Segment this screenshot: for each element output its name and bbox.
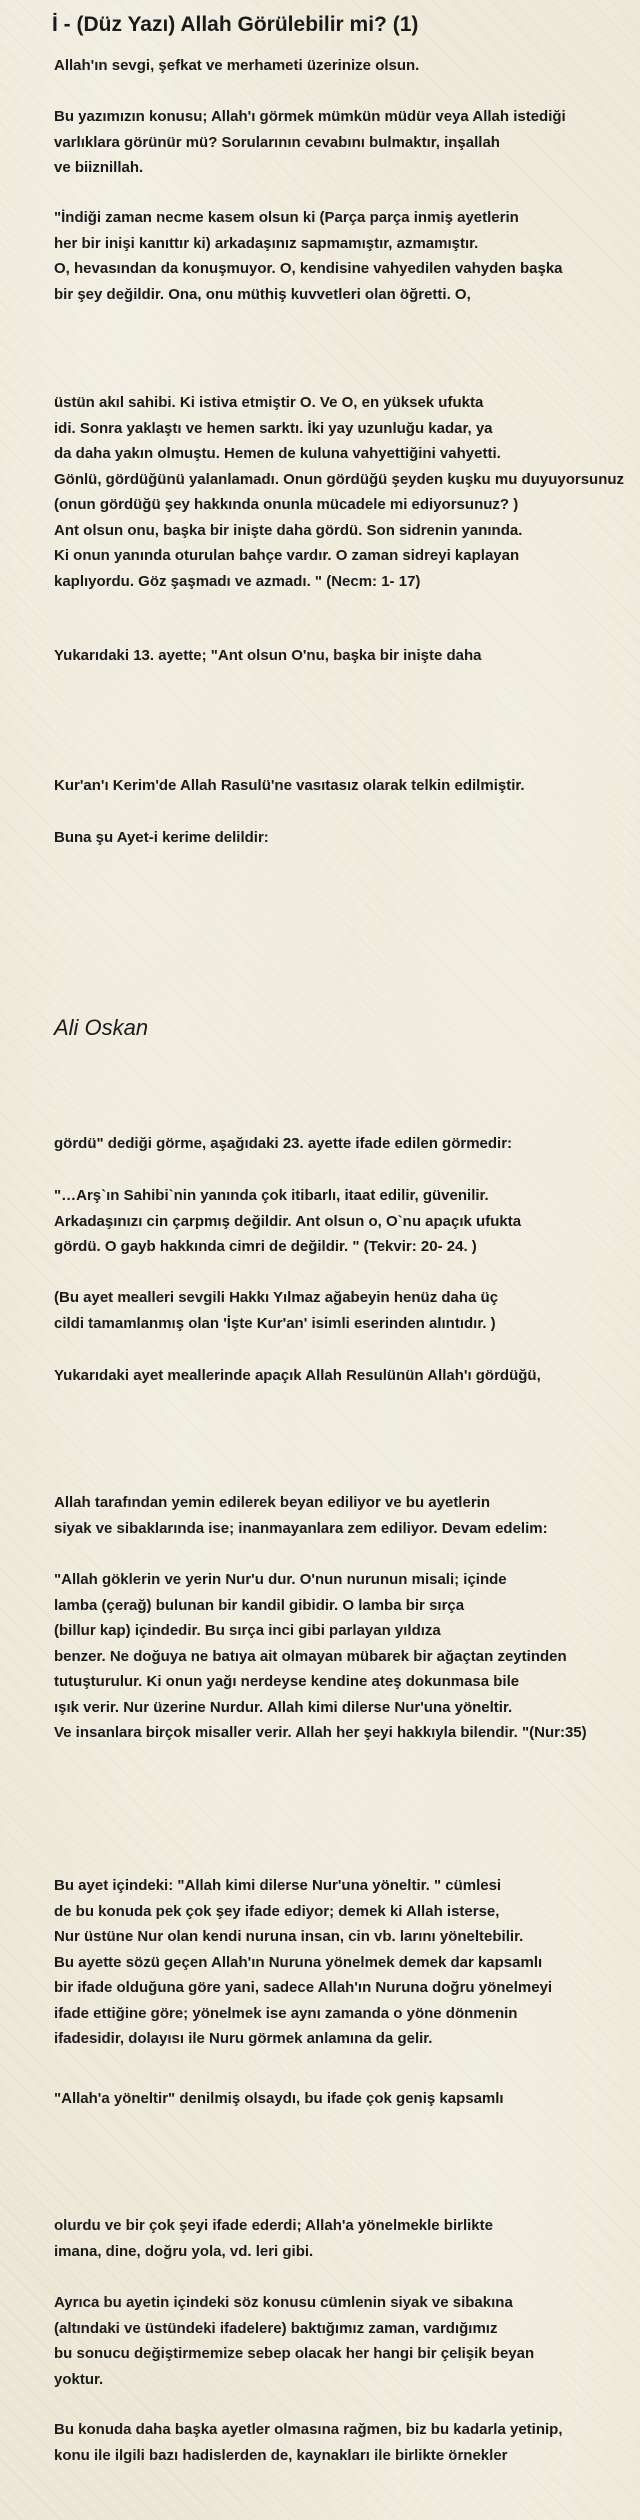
text-line: bir şey değildir. Ona, onu müthiş kuvvetleri olan öğretti. O,	[54, 285, 471, 303]
paragraph-broad-meaning	[54, 2213, 493, 2264]
paragraph-yoneltir	[54, 2086, 504, 2112]
paragraph-source-note	[54, 1285, 498, 1336]
text-line: Arkadaşınızı cin çarpmış değildir. Ant olsun o, O`nu apaçık ufukta	[54, 1212, 522, 1230]
paragraph-quote-nur	[54, 1567, 587, 1746]
text-line: (altındaki ve üstündeki ifadelere) baktığımız zaman, vardığımız	[54, 2319, 498, 2337]
text-line: ifadesidir, dolayısı ile Nuru görmek anlamına da gelir.	[54, 2030, 433, 2047]
paragraph-quote-tekvir	[54, 1183, 521, 1260]
text-line: Ki onun yanında oturulan bahçe vardır. O zaman sidreyi kaplayan	[54, 547, 520, 564]
text-line: Allah tarafından yemin edilerek beyan ediliyor ve bu ayetlerin	[54, 1494, 490, 1511]
paragraph-quote-necm-2	[54, 390, 624, 594]
text-line: Gönlü, gördüğünü yalanlamadı. Onun gördüğü şeyden kuşku mu duyuyorsunuz	[54, 470, 625, 488]
text-line: Yukarıdaki 13. ayette; "Ant olsun O'nu, başka bir inişte daha	[54, 647, 482, 664]
text-line: O, hevasından da konuşmuyor. O, kendisine vahyedilen vahyden başka	[54, 260, 563, 277]
text-line: benzer. Ne doğuya ne batıya ait olmayan mübarek bir ağaçtan zeytinden	[54, 1647, 567, 1665]
text-line: konu ile ilgili bazı hadislerden de, kaynakları ile birlikte örnekler	[54, 2446, 508, 2464]
text-line: her bir inişi kanıttır ki) arkadaşınız sapmamıştır, azmamıştır.	[54, 234, 479, 252]
text-line: cildi tamamlanmış olan 'İşte Kur'an' isimli eserinden alıntıdır. )	[54, 1314, 496, 1332]
paragraph-seeing	[54, 1131, 512, 1157]
paragraph-topic	[54, 104, 566, 181]
text-line: idi. Sonra yaklaştı ve hemen sarktı. İki yay uzunluğu kadar, ya	[54, 419, 493, 437]
text-line: siyak ve sibaklarında ise; inanmayanlara zem ediliyor. Devam edelim:	[54, 1519, 548, 1537]
paragraph-evidence	[54, 825, 269, 851]
text-line: ışık verir. Nur üzerine Nurdur. Allah kimi dilerse Nur'una yöneltir.	[54, 1698, 513, 1716]
paragraph-conclusion	[54, 1363, 541, 1389]
text-line: (Bu ayet mealleri sevgili Hakkı Yılmaz ağabeyin henüz daha üç	[54, 1289, 499, 1306]
paragraph-verse-13	[54, 643, 481, 669]
paragraph-kuran	[54, 773, 525, 799]
text-line: ve biiznillah.	[54, 159, 144, 176]
page-title: İ - (Düz Yazı) Allah Görülebilir mi? (1)	[52, 13, 419, 36]
text-line: "Allah'a yöneltir" denilmiş olsaydı, bu ifade çok geniş kapsamlı	[54, 2090, 504, 2107]
text-line: (onun gördüğü şey hakkında onunla mücadele mi ediyorsunuz? )	[54, 496, 519, 513]
paragraph-oath	[54, 1490, 548, 1541]
text-line: gördü" dediği görme, aşağıdaki 23. ayette ifade edilen görmedir:	[54, 1135, 513, 1152]
text-line: Ve insanlara birçok misaller verir. Allah her şeyi hakkıyla bilendir. "(Nur:35)	[54, 1724, 587, 1741]
text-line: gördü. O gayb hakkında cimri de değildir. " (Tekvir: 20- 24. )	[54, 1238, 477, 1255]
text-line: Buna şu Ayet-i kerime delildir:	[54, 829, 269, 846]
text-line: Bu ayet içindeki: "Allah kimi dilerse Nur'una yöneltir. " cümlesi	[54, 1877, 502, 1894]
text-line: de bu konuda pek çok şey ifade ediyor; demek ki Allah isterse,	[54, 1902, 500, 1920]
text-line: Bu ayette sözü geçen Allah'ın Nuruna yönelmek demek dar kapsamlı	[54, 1953, 543, 1971]
text-line: bu sonucu değiştirmemize sebep olacak her hangi bir çelişik beyan	[54, 2345, 535, 2362]
paragraph-context	[54, 2290, 534, 2392]
text-line: üstün akıl sahibi. Ki istiva etmiştir O. Ve O, en yüksek ufukta	[54, 394, 484, 411]
text-line: Yukarıdaki ayet meallerinde apaçık Allah Resulünün Allah'ı gördüğü,	[54, 1367, 541, 1384]
paragraph-nur-analysis	[54, 1873, 552, 2052]
text-line: olurdu ve bir çok şeyi ifade ederdi; Allah'a yönelmekle birlikte	[54, 2217, 493, 2234]
text-line: Ayrıca bu ayetin içindeki söz konusu cümlenin siyak ve sibakına	[54, 2294, 513, 2311]
text-line: kaplıyordu. Göz şaşmadı ve azmadı. " (Necm: 1- 17)	[54, 572, 421, 590]
text-line: Ant olsun onu, başka bir inişte daha gördü. Son sidrenin yanında.	[54, 521, 523, 539]
text-line: bir ifade olduğuna göre yani, sadece Allah'ın Nuruna doğru yönelmeyi	[54, 1979, 553, 1996]
text-line: varlıklara görünür mü? Sorularının cevabını bulmaktır, inşallah	[54, 133, 500, 151]
text-line: tutuşturulur. Ki onun yağı nerdeyse kendine ateş dokunmasa bile	[54, 1673, 520, 1690]
text-line: ifade ettiğine göre; yönelmek ise aynı zamanda o yöne dönmenin	[54, 2004, 518, 2022]
paragraph-quote-necm-1	[54, 205, 563, 307]
text-line: Kur'an'ı Kerim'de Allah Rasulü'ne vasıtasız olarak telkin edilmiştir.	[54, 777, 525, 794]
text-line: lamba (çerağ) bulunan bir kandil gibidir. O lamba bir sırça	[54, 1596, 465, 1614]
text-line: "İndiği zaman necme kasem olsun ki (Parça parça inmiş ayetlerin	[54, 209, 519, 226]
text-line: Allah'ın sevgi, şefkat ve merhameti üzerinize olsun.	[54, 57, 420, 74]
text-line: yoktur.	[54, 2370, 104, 2388]
text-line: Bu konuda daha başka ayetler olmasına rağmen, biz bu kadarla yetinip,	[54, 2421, 563, 2438]
text-line: Nur üstüne Nur olan kendi nuruna insan, cin vb. larını yöneltebilir.	[54, 1928, 524, 1945]
text-line: (billur kap) içindedir. Bu sırça inci gibi parlayan yıldıza	[54, 1622, 441, 1639]
text-line: "Allah göklerin ve yerin Nur'u dur. O'nun nurunun misali; içinde	[54, 1571, 507, 1588]
paragraph-hadith-intro	[54, 2417, 563, 2468]
text-line: "…Arş`ın Sahibi`nin yanında çok itibarlı, itaat edilir, güvenilir.	[54, 1187, 489, 1204]
text-line: Bu yazımızın konusu; Allah'ı görmek mümkün müdür veya Allah istediği	[54, 108, 566, 125]
paragraph-greeting	[54, 53, 419, 79]
text-line: imana, dine, doğru yola, vd. leri gibi.	[54, 2242, 314, 2260]
author-name: Ali Oskan	[54, 1015, 149, 1040]
text-line: da daha yakın olmuştu. Hemen de kuluna vahyettiğini vahyetti.	[54, 445, 501, 462]
